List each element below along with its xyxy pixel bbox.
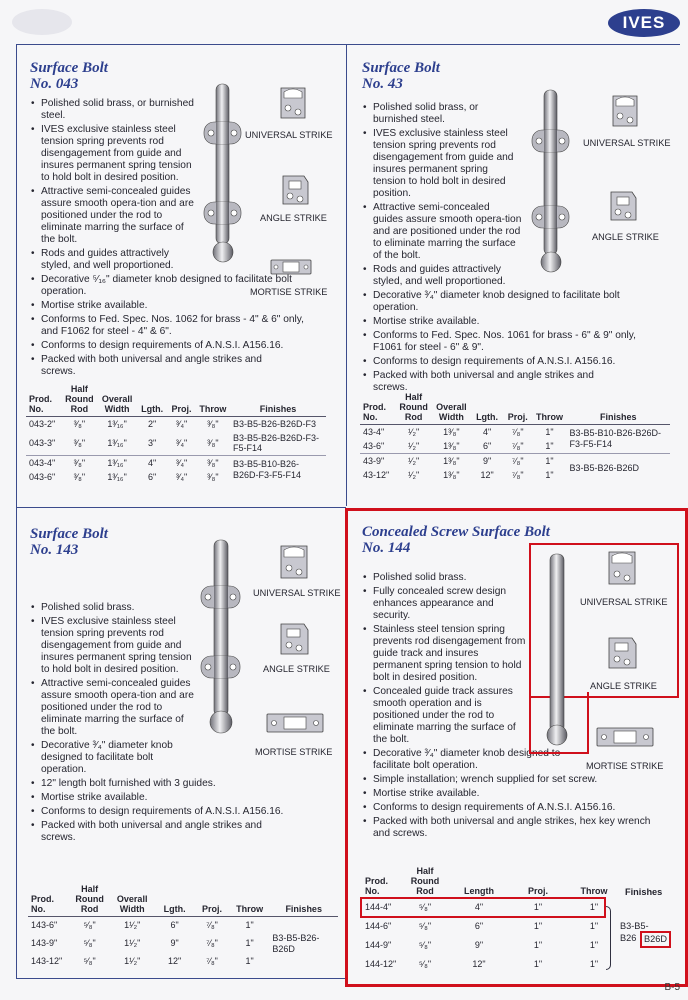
page-number: B-5	[664, 982, 680, 993]
cell: ³⁄₈"	[196, 456, 230, 471]
cell: ⁷⁄₈"	[503, 454, 533, 469]
cell: 043-4"	[26, 456, 61, 471]
cell: 2"	[147, 418, 157, 429]
col-header: Lgth.	[155, 884, 194, 917]
angle-strike-label: ANGLE STRIKE	[590, 681, 657, 691]
cell: 1"	[545, 440, 554, 451]
table-row	[360, 454, 670, 469]
finishes-cell	[269, 917, 338, 971]
cell: 1³⁄₈"	[443, 440, 460, 451]
col-header: Prod. No.	[365, 876, 389, 896]
cell: 1"	[589, 940, 599, 950]
cell: 1³⁄₈"	[443, 426, 460, 437]
cell: ⁷⁄₈"	[206, 956, 218, 966]
surface-bolt-illustration	[196, 538, 246, 738]
angle-strike-icon	[278, 620, 310, 656]
panel-title: Surface Bolt	[362, 60, 440, 76]
col-header: Proj.	[527, 886, 548, 896]
finishes-prefix: B3-B5-	[620, 921, 649, 931]
cell: 1"	[533, 454, 567, 469]
table-header-row	[360, 392, 670, 425]
cell: ³⁄₄"	[167, 456, 195, 471]
frame-left-line	[16, 44, 17, 979]
finishes-text: B3-B5-B10-B26-B26D-F3-F5-F14	[569, 428, 661, 449]
panel-model-number: No. 144	[362, 540, 411, 556]
cell: ⁵⁄₈"	[83, 938, 96, 948]
panel-model-number: No. 43	[362, 76, 403, 92]
col-header: Half Round Rod	[410, 866, 440, 896]
cell: 1¹⁄₂"	[124, 938, 141, 948]
mortise-strike-label: MORTISE STRIKE	[255, 747, 333, 757]
cell: 143-6"	[31, 920, 58, 931]
feature-item: • IVES exclusive stainless steel tension spring prevents rod disengagement from guide and insures permanent spring tension to hold bolt in desired position.	[362, 128, 522, 200]
col-header: Prod. No.	[360, 392, 396, 425]
cell: 143-9"	[31, 938, 58, 948]
feature-item: • Mortise strike available.	[362, 316, 628, 328]
cell: 9"	[471, 454, 503, 469]
cell: ¹⁄₂"	[408, 440, 420, 451]
spec-table	[362, 866, 622, 974]
cell: 143-12"	[31, 956, 63, 966]
cell: ³⁄₈"	[207, 418, 219, 429]
angle-strike-icon	[608, 188, 638, 222]
cell: 1¹⁄₂"	[124, 920, 141, 931]
cell: 144-6"	[365, 921, 392, 931]
col-header: Prod. No.	[26, 384, 61, 417]
cell: ⁵⁄₈"	[418, 959, 432, 969]
cell: 6"	[482, 440, 492, 451]
feature-item: • Decorative ³⁄₄" diameter knob designed to facilitate bolt operation.	[362, 748, 573, 772]
frame-vertical-divider	[346, 44, 347, 506]
mortise-strike-icon	[596, 726, 654, 748]
ives-logo: IVES	[608, 9, 680, 37]
universal-strike-icon	[278, 544, 310, 580]
cell: 1³⁄₁₆"	[107, 418, 127, 429]
angle-strike-icon	[606, 634, 638, 670]
feature-item: • Conforms to design requirements of A.N.S.I. A156.16.	[30, 340, 311, 352]
feature-item: • Rods and guides attractively styled, and well proportioned.	[362, 264, 522, 288]
cell: 9"	[170, 938, 179, 948]
cell: 1"	[589, 902, 599, 912]
panel-model-number: No. 043	[30, 76, 79, 92]
panel-title: Surface Bolt	[30, 60, 108, 76]
feature-item: • Polished solid brass.	[362, 572, 528, 584]
finishes-cell	[566, 425, 670, 454]
cell: ³⁄₈"	[207, 471, 219, 482]
col-header: Overall Width	[432, 392, 472, 425]
concealed-bolt-illustration	[540, 552, 574, 748]
table-row	[26, 431, 326, 456]
col-header: Proj.	[194, 884, 229, 917]
finishes-cell: B3-B5-B26-B26D	[566, 454, 670, 483]
highlight-box-row-144-4	[360, 897, 606, 918]
col-header: Half Round Rod	[61, 384, 97, 417]
cell: ³⁄₄"	[175, 437, 188, 448]
panel-title: Surface Bolt	[30, 526, 108, 542]
feature-item: • 12" length bolt furnished with 3 guides.	[30, 778, 296, 790]
cell: 4"	[474, 902, 484, 912]
mortise-strike-label: MORTISE STRIKE	[250, 287, 328, 297]
cell: 043-3"	[29, 437, 56, 448]
cell: ⁵⁄₈"	[418, 940, 432, 950]
feature-item: • Attractive semi-concealed guides assure smooth opera-tion and are positioned under the rod to eliminate marring the surface of the bolt.	[30, 678, 200, 738]
cell: 144-12"	[365, 959, 397, 969]
cell: 12"	[472, 959, 486, 969]
cell: ¹⁄₂"	[408, 426, 420, 437]
cell: 6"	[474, 921, 484, 931]
frame-middle-line	[16, 507, 346, 508]
col-header: Proj.	[167, 384, 195, 417]
table-row	[362, 917, 622, 936]
cell: ³⁄₈"	[73, 471, 86, 482]
cell: 1"	[589, 959, 599, 969]
cell: 12"	[168, 956, 182, 966]
finishes-cell	[230, 456, 326, 485]
cell: 1"	[245, 920, 254, 931]
col-header: Throw	[196, 384, 230, 417]
feature-item: • IVES exclusive stainless steel tension spring prevents rod disengagement from guide and insures permanent spring tension to hold bolt in desired position.	[30, 616, 200, 676]
cell: 43-12"	[363, 469, 390, 480]
surface-bolt-illustration	[526, 88, 576, 278]
feature-item: • Fully concealed screw design enhances appearance and security.	[362, 586, 528, 622]
col-header: Throw	[230, 884, 270, 917]
mortise-strike-label: MORTISE STRIKE	[586, 761, 664, 771]
cell: 12"	[480, 469, 494, 480]
col-header: Overall Width	[109, 884, 155, 917]
cell: 1³⁄₈"	[432, 454, 472, 469]
cell: ⁵⁄₈"	[83, 920, 96, 931]
finishes-text: B3-B5-B10-B26-B26D-F3-F5-F14	[232, 459, 302, 480]
spec-table	[26, 384, 326, 484]
cell: 1¹⁄₂"	[124, 956, 141, 966]
feature-item: • Simple installation; wrench supplied for set screw.	[362, 774, 658, 786]
feature-item: • Packed with both universal and angle strikes and screws.	[30, 820, 296, 844]
cell: ⁷⁄₈"	[511, 440, 524, 451]
col-header: Length	[464, 886, 494, 896]
cell: 43-9"	[360, 454, 396, 469]
frame-bottom-line	[16, 978, 346, 979]
finishes-b26d: B26D	[640, 931, 671, 948]
col-header: Lgth.	[471, 392, 503, 425]
table-row	[26, 417, 326, 432]
mortise-strike-icon	[266, 712, 324, 734]
feature-list	[30, 602, 284, 846]
spec-table	[28, 884, 338, 971]
angle-strike-label: ANGLE STRIKE	[260, 213, 327, 223]
feature-item: • Decorative ³⁄₄" diameter knob designed to facilitate bolt operation.	[30, 740, 200, 776]
table-row	[362, 955, 622, 974]
cell: ⁷⁄₈"	[206, 920, 218, 931]
cell: 1"	[245, 956, 254, 966]
cell: 043-2"	[29, 418, 56, 429]
feature-item: • Conforms to design requirements of A.N.S.I. A156.16.	[30, 806, 331, 818]
universal-strike-icon	[610, 94, 640, 128]
cell: 1"	[589, 921, 599, 931]
table-row	[28, 917, 338, 935]
cell: 43-6"	[363, 440, 385, 451]
col-header: Half Round Rod	[70, 884, 110, 917]
cell: ¹⁄₂"	[396, 454, 432, 469]
angle-strike-label: ANGLE STRIKE	[592, 232, 659, 242]
feature-item: • Attractive semi-concealed guides assure smooth opera-tion and are positioned under the rod to eliminate marring the surface of the bolt.	[362, 202, 522, 262]
cell: ⁵⁄₈"	[418, 902, 432, 912]
universal-strike-label: UNIVERSAL STRIKE	[583, 138, 671, 148]
cell: 1"	[533, 902, 543, 912]
panel-title: Concealed Screw Surface Bolt	[362, 524, 550, 540]
mortise-strike-icon	[270, 258, 312, 276]
spec-table	[360, 392, 670, 482]
feature-item: • Conforms to Fed. Spec. Nos. 1061 for brass - 6" & 9" only, F1061 for steel - 6" & 9".	[362, 330, 648, 354]
col-header: Throw	[580, 886, 608, 896]
cell: 1³⁄₈"	[443, 469, 460, 480]
finishes-cell: B3-B5-B26-B26D-F3	[232, 418, 317, 429]
col-header: Finishes	[269, 884, 338, 917]
frame-top-line	[16, 44, 680, 45]
table-row	[360, 425, 670, 440]
table-header-row	[362, 866, 622, 898]
cell: 1³⁄₁₆"	[97, 456, 137, 471]
cell: 4"	[137, 456, 167, 471]
feature-item: • Polished solid brass, or burnished steel.	[362, 102, 522, 126]
cell: 6"	[147, 471, 157, 482]
cell: 1³⁄₁₆"	[107, 437, 127, 448]
col-header: Half Round Rod	[396, 392, 432, 425]
col-header: Finishes	[566, 392, 670, 425]
finishes-brace	[606, 906, 611, 970]
col-header: Finishes	[230, 384, 326, 417]
feature-item: • Stainless steel tension spring prevents rod disengagement from guide track and insures permanent spring tension to hold bolt in desired position.	[362, 624, 528, 684]
feature-item: • Mortise strike available.	[30, 300, 296, 312]
col-header: Lgth.	[137, 384, 167, 417]
cell: 3"	[147, 437, 157, 448]
cell: 1"	[245, 938, 254, 948]
finishes-header: Finishes	[625, 887, 663, 897]
panel-model-number: No. 143	[30, 542, 79, 558]
finishes-text: B3-B5-B26-B26D	[272, 932, 320, 954]
table-header-row	[28, 884, 338, 917]
cell: 1"	[533, 940, 543, 950]
cell: 1"	[533, 959, 543, 969]
universal-strike-label: UNIVERSAL STRIKE	[253, 588, 341, 598]
cell: ³⁄₈"	[207, 437, 219, 448]
feature-item: • Packed with both universal and angle strikes and screws.	[30, 354, 296, 378]
surface-bolt-illustration	[198, 82, 248, 272]
cell: 1³⁄₁₆"	[107, 471, 127, 482]
feature-item: • Decorative ³⁄₄" diameter knob designed to facilitate bolt operation.	[362, 290, 628, 314]
cell: ⁵⁄₈"	[83, 956, 96, 966]
col-header: Overall Width	[97, 384, 137, 417]
universal-strike-label: UNIVERSAL STRIKE	[245, 130, 333, 140]
feature-item: • Rods and guides attractively styled, and well proportioned.	[30, 248, 200, 272]
cell: 1"	[533, 921, 543, 931]
cell: ⁵⁄₈"	[418, 921, 432, 931]
col-header: Throw	[533, 392, 567, 425]
cell: ³⁄₄"	[175, 471, 188, 482]
col-header: Prod. No.	[28, 884, 70, 917]
cell: ⁷⁄₈"	[206, 938, 218, 948]
finishes-text: B3-B5-B26-B26D-F3-F5-F14	[232, 433, 320, 453]
feature-item: • Conforms to Fed. Spec. Nos. 1062 for brass - 4" & 6" only, and F1062 for steel - 4" & 6".	[30, 314, 311, 338]
feature-item: • IVES exclusive stainless steel tension spring prevents rod disengagement from guide and insures permanent spring tension to hold bolt in desired position.	[30, 124, 200, 184]
cell: ³⁄₄"	[175, 418, 188, 429]
cell: 4"	[482, 426, 492, 437]
cell: ⁷⁄₈"	[511, 469, 524, 480]
feature-item: • Mortise strike available.	[362, 788, 658, 800]
feature-item: • Attractive semi-concealed guides assure smooth opera-tion and are positioned under the rod to eliminate marring the surface of the bolt.	[30, 186, 200, 246]
feature-item: • Decorative ⁵⁄₁₆" diameter knob designed to facilitate bolt operation.	[30, 274, 296, 298]
feature-item: • Polished solid brass.	[30, 602, 200, 614]
feature-item: • Conforms to design requirements of A.N.S.I. A156.16.	[362, 802, 663, 814]
feature-item: • Concealed guide track assures smooth operation and is positioned under the rod to eliminate marring the surface of the bolt.	[362, 686, 528, 746]
feature-item: • Mortise strike available.	[30, 792, 296, 804]
finishes-cell	[230, 431, 326, 456]
angle-strike-icon	[280, 172, 310, 206]
cell: ³⁄₈"	[73, 418, 86, 429]
finishes-b26: B26	[620, 933, 637, 943]
angle-strike-label: ANGLE STRIKE	[263, 664, 330, 674]
table-row	[26, 456, 326, 471]
cell: 144-9"	[365, 940, 392, 950]
cell: 144-4"	[365, 902, 392, 912]
cell: ¹⁄₂"	[408, 469, 420, 480]
cell: ³⁄₈"	[73, 437, 86, 448]
cell: ³⁄₈"	[61, 456, 97, 471]
feature-item: • Packed with both universal and angle strikes, hex key wrench and screws.	[362, 816, 663, 840]
universal-strike-icon	[278, 86, 308, 120]
feature-item: • Polished solid brass, or burnished steel.	[30, 98, 200, 122]
logo-mark	[12, 9, 72, 35]
feature-item: • Packed with both universal and angle strikes and screws.	[362, 370, 628, 394]
cell: 1"	[545, 469, 554, 480]
cell: 043-6"	[29, 471, 56, 482]
cell: 9"	[474, 940, 484, 950]
universal-strike-label: UNIVERSAL STRIKE	[580, 597, 668, 607]
universal-strike-icon	[606, 550, 638, 586]
table-header-row	[26, 384, 326, 417]
feature-item: • Conforms to design requirements of A.N.S.I. A156.16.	[362, 356, 648, 368]
cell: 43-4"	[363, 426, 385, 437]
cell: ⁷⁄₈"	[511, 426, 524, 437]
col-header: Proj.	[503, 392, 533, 425]
table-row	[362, 936, 622, 955]
cell: 6"	[170, 920, 179, 931]
cell: 1"	[545, 426, 554, 437]
